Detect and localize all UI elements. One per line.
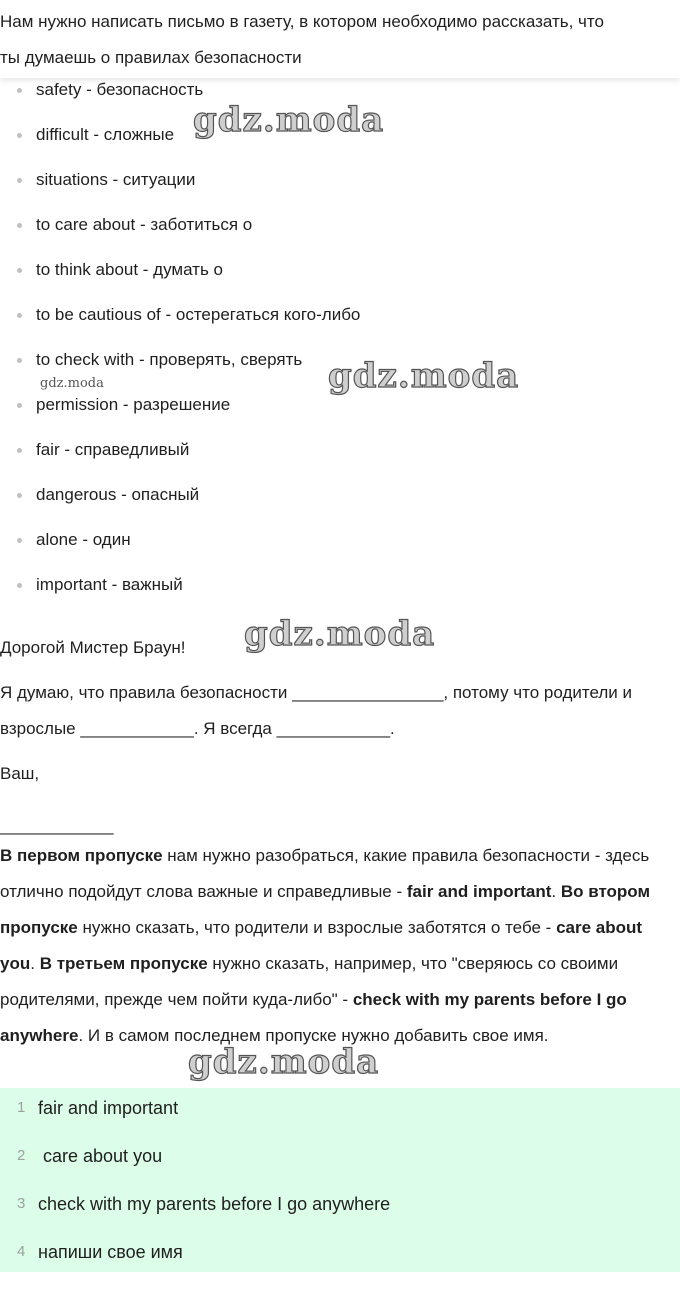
answer-item [0, 1184, 680, 1232]
explanation-text: нужно сказать, что родители и взрослые заботятся о тебе - [77, 918, 557, 937]
list-item: permission - разрешение [0, 390, 680, 435]
watermark: gdz.moda [188, 1042, 380, 1082]
answers-list [0, 1088, 680, 1272]
list-item: situations - ситуации [0, 165, 680, 210]
letter-body-line: взрослые ____________. Я всегда ____________. [0, 719, 395, 738]
list-item: safety - безопасность [0, 75, 680, 120]
explanation-bold: В первом пропуске [0, 846, 163, 865]
answer-number: 4 [17, 1243, 26, 1260]
letter-signature: ____________ [0, 816, 114, 835]
explanation-text: . [551, 882, 561, 901]
list-item: to check with - проверять, сверять [0, 345, 680, 390]
list-item: fair - справедливый [0, 435, 680, 480]
list-item: alone - один [0, 525, 680, 570]
task-statement [0, 0, 680, 78]
vocabulary-list [0, 75, 680, 615]
answer-number: 1 [17, 1099, 26, 1116]
explanation-answer: fair and important [406, 882, 552, 901]
answer-item [0, 1088, 680, 1136]
explanation-bold: Во втором пропуске [0, 882, 651, 937]
answer-item [0, 1136, 680, 1184]
watermark: gdz.moda [244, 614, 436, 654]
answer-number: 2 [17, 1147, 26, 1164]
answer-text: care about you [38, 1146, 163, 1166]
answer-text: напиши свое имя [38, 1242, 183, 1262]
list-item: to be cautious of - остерегаться кого-либо [0, 300, 680, 345]
answer-text: check with my parents before I go anywhere [38, 1194, 391, 1214]
explanation-paragraph [0, 838, 680, 1054]
letter-greeting: Дорогой Мистер Браун! [0, 638, 186, 657]
explanation-text: нам нужно разобраться, какие правила безопасности - здесь отлично подойдут слова важные и справедливые - [0, 846, 650, 901]
answer-item [0, 1232, 680, 1280]
list-item: important - важный [0, 570, 680, 615]
explanation-answer: check with my parents before I go anywhere [0, 990, 627, 1045]
explanation-text: нужно сказать, например, что "сверяюсь со своими родителями, прежде чем пойти куда-либо" - [0, 954, 619, 1009]
watermark: gdz.moda [328, 356, 520, 396]
watermark: gdz.moda [193, 100, 385, 140]
letter-closing-block [0, 756, 680, 792]
explanation-answer: care about you [0, 918, 643, 973]
list-item: difficult - сложные [0, 120, 680, 165]
list-item: to care about - заботиться о [0, 210, 680, 255]
letter-body [0, 675, 680, 747]
task-line: Нам нужно написать письмо в газету, в котором необходимо рассказать, что [0, 12, 604, 31]
explanation-bold: В третьем пропуске [39, 954, 208, 973]
explanation-text: . И в самом последнем пропуске нужно добавить свое имя. [78, 1026, 549, 1045]
list-item: dangerous - опасный [0, 480, 680, 525]
watermark-small: gdz.moda [40, 376, 104, 391]
answer-text: fair and important [38, 1098, 179, 1118]
answer-number: 3 [17, 1195, 26, 1212]
explanation [0, 838, 680, 1054]
explanation-text: . [30, 954, 40, 973]
task-line: ты думаешь о правилах безопасности [0, 48, 302, 67]
letter-closing: Ваш, [0, 764, 40, 783]
list-item: to think about - думать о [0, 255, 680, 300]
letter-body-line: Я думаю, что правила безопасности ________________, потому что родители и [0, 683, 632, 702]
